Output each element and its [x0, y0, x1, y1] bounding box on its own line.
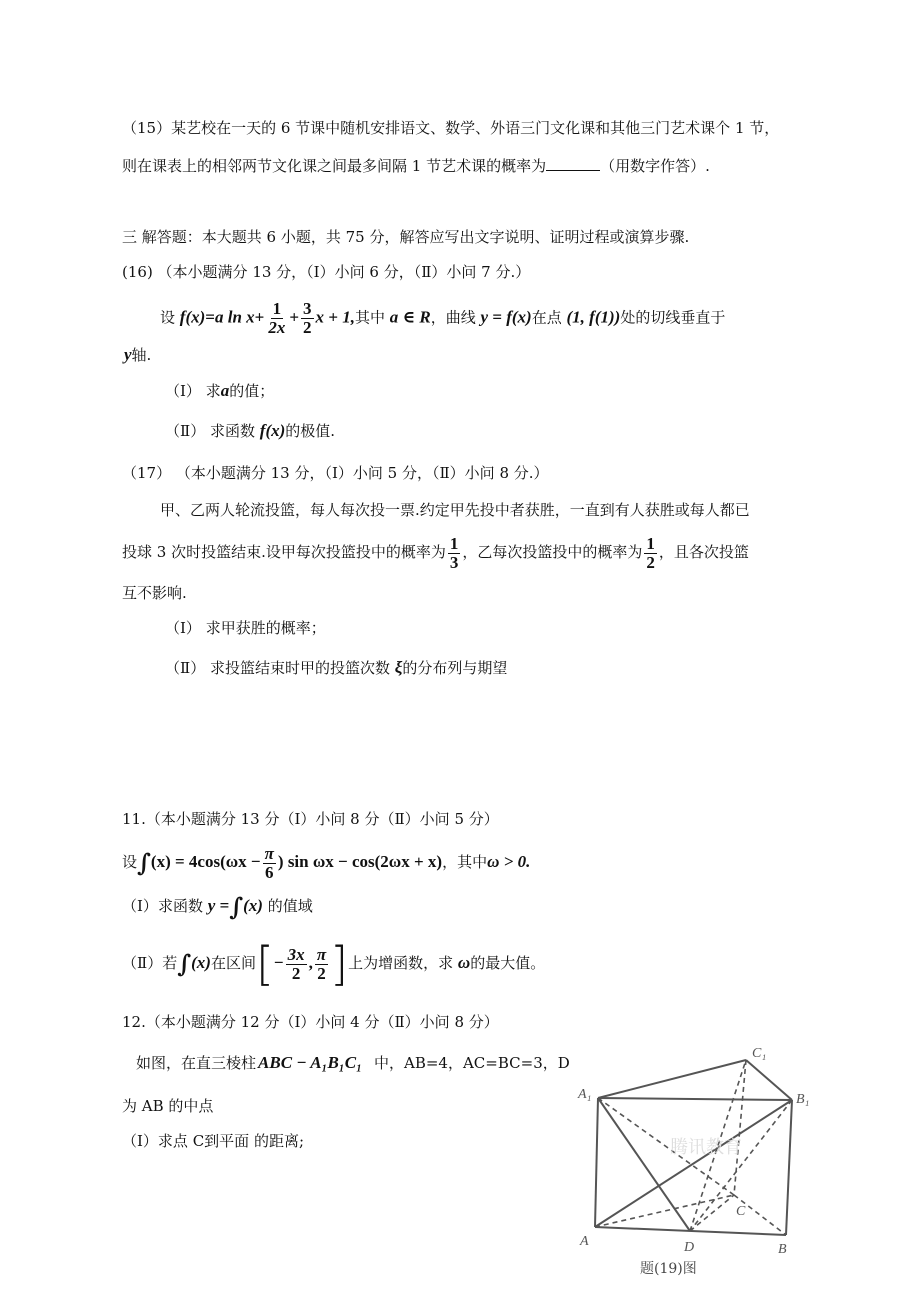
q17-line2	[122, 530, 749, 574]
edge-c1c	[734, 1060, 746, 1195]
q16-stem	[160, 300, 725, 337]
q16-at-point: 在点	[531, 308, 562, 327]
q11-header: 11.（本小题满分 13 分（Ⅰ）小问 8 分（Ⅱ）小问 5 分）	[122, 810, 499, 828]
q11-part2	[122, 938, 545, 989]
q12-line1-rest: 中，AB=4，AC=BC=3，D	[374, 1054, 570, 1072]
q11-omega-cond: ω > 0.	[487, 852, 531, 871]
edge-a1b1	[598, 1098, 792, 1100]
q16-frac2-num: 3	[303, 299, 312, 318]
prism-diagram	[560, 1035, 820, 1285]
q17-p2-num: 1	[646, 533, 655, 553]
q11-part1-x: (x)	[243, 896, 263, 915]
label-a: A	[580, 1234, 589, 1249]
q16-alnx: a ln x	[214, 307, 255, 327]
q11-stem-prefix: 设	[122, 853, 138, 871]
q12-prism: ABC − A₁B₁C₁	[258, 1053, 362, 1072]
q16-part1-text: 求	[205, 382, 221, 400]
figure-caption: 题(19)图	[640, 1261, 697, 1277]
q15-line2	[122, 156, 710, 176]
q16-part1	[165, 381, 274, 401]
q11-part1	[122, 892, 313, 921]
q16-frac2-den: 2	[303, 318, 312, 337]
q11-pi-num: π	[264, 843, 274, 863]
q16-frac2	[301, 300, 314, 337]
label-d: D	[684, 1240, 695, 1255]
q16-where: 其中	[354, 308, 385, 327]
edge-b1a	[595, 1100, 792, 1227]
q17-line2-end: ，且各次投篮	[658, 543, 749, 561]
q16-part1-suffix: 的值；	[229, 382, 275, 400]
label-b1: B₁	[796, 1092, 810, 1107]
q11-comma: ,	[308, 953, 313, 972]
q15-line2-suffix: （用数字作答）.	[600, 157, 710, 175]
q16-axis-text: 轴.	[131, 346, 152, 364]
q15-line2-text: 则在课表上的相邻两节文化课之间最多间隔 1 节艺术课的概率为	[122, 157, 547, 175]
q11-pi6-frac	[263, 845, 276, 882]
q16-part2-label: （Ⅱ）	[165, 422, 206, 440]
q11-part1-text: 求函数	[157, 897, 203, 915]
q17-part2-var: ξ	[394, 658, 403, 677]
q11-part1-label: （Ⅰ）	[122, 897, 158, 915]
label-b: B	[778, 1242, 787, 1257]
edge-a1d	[598, 1098, 690, 1231]
q11-stem	[122, 840, 530, 885]
q16-part2-suffix: 的极值.	[285, 422, 336, 440]
q16-frac1-num: 1	[272, 299, 282, 318]
q16-y-var: y	[124, 345, 132, 364]
q11-part2-interval-text: 在区间	[210, 954, 256, 972]
q11-part2-label: （Ⅱ）	[122, 954, 163, 972]
q11-left-den: 2	[291, 963, 301, 983]
q11-stem-rhs: ) sin ωx − cos(2ωx + x)	[277, 852, 443, 871]
q16-curve-text: ，曲线	[430, 308, 476, 327]
q16-a-in-r: a ∈ R	[389, 307, 431, 327]
q16-plus2: +	[289, 307, 300, 327]
q16-part2-func: f(x)	[259, 421, 286, 440]
q17-p1-den: 3	[449, 552, 459, 572]
q16-part2	[165, 421, 335, 441]
q11-right-frac	[315, 946, 328, 983]
q11-part2-suffix: 的最大值。	[470, 954, 546, 972]
q17-line3: 互不影响.	[122, 584, 187, 602]
q16-header: (16) （本小题满分 13 分，（Ⅰ）小问 6 分，（Ⅱ）小问 7 分.）	[122, 263, 531, 281]
q16-part1-var: a	[220, 381, 230, 400]
q12-header: 12.（本小题满分 12 分（Ⅰ）小问 4 分（Ⅱ）小问 8 分）	[122, 1013, 499, 1031]
q11-right-den: 2	[317, 963, 326, 983]
q11-part1-suffix: 的值域	[262, 897, 313, 915]
answer-blank	[546, 156, 600, 171]
q16-x1: x + 1,	[315, 307, 355, 327]
q12-line1	[136, 1053, 570, 1073]
q17-part2-label: （Ⅱ）	[165, 659, 206, 677]
edge-a1a	[595, 1098, 598, 1227]
q16-tangent-text: 处的切线垂直于	[620, 308, 726, 327]
q11-neg: −	[273, 953, 284, 972]
q17-p2-frac	[644, 535, 657, 572]
q11-int-symbol: ∫	[137, 848, 151, 877]
q17-header: （17） （本小题满分 13 分，（Ⅰ）小问 5 分，（Ⅱ）小问 8 分.）	[122, 464, 549, 482]
q16-part2-text: 求函数	[209, 422, 255, 440]
q11-rbracket: ]	[330, 937, 349, 991]
q16-stem-line2	[124, 345, 151, 365]
q11-part1-int: ∫	[229, 892, 244, 921]
label-c1: C₁	[752, 1046, 767, 1061]
q11-part1-y: y =	[207, 896, 230, 915]
q11-right-num: π	[316, 944, 327, 964]
q11-part2-text: 上为增函数，求	[348, 954, 454, 972]
q17-part2-text: 求投篮结束时甲的投篮次数	[209, 659, 390, 677]
q12-line1-text: 如图，在直三棱柱	[136, 1054, 257, 1072]
q17-part1-text: 求甲获胜的概率；	[205, 619, 326, 637]
edge-c1b1	[746, 1060, 792, 1100]
q12-part1: （Ⅰ）求点 C到平面 的距离;	[122, 1132, 304, 1150]
q11-lbracket: [	[255, 937, 274, 991]
q16-f-lhs: f(x)	[179, 307, 206, 327]
q16-part1-label: （Ⅰ）	[165, 382, 201, 400]
q17-part2-suffix: 的分布列与期望	[402, 659, 508, 677]
q11-left-frac	[286, 946, 307, 983]
q17-p1-num: 1	[449, 533, 459, 553]
prism-figure	[560, 1035, 820, 1285]
q17-part1-label: （Ⅰ）	[165, 619, 201, 637]
q11-left-num: 3x	[287, 944, 305, 964]
edge-a1c1	[598, 1060, 746, 1098]
q16-plus1: +	[254, 307, 265, 327]
label-c: C	[736, 1204, 746, 1219]
section-heading: 三 解答题：本大题共 6 小题，共 75 分，解答应写出文字说明、证明过程或演算步骤.	[122, 228, 690, 246]
q17-line2-text: 投球 3 次时投篮结束.设甲每次投篮投中的概率为	[122, 543, 446, 561]
q17-line1: 甲、乙两人轮流投篮，每人每次投一票.约定甲先投中者获胜，一直到有人获胜或每人都已	[160, 501, 750, 519]
q17-p1-frac	[448, 535, 461, 572]
watermark: 腾讯教育	[670, 1137, 742, 1157]
label-a1: A₁	[578, 1087, 592, 1102]
q17-part1	[165, 618, 326, 638]
q16-point: (1, f(1))	[566, 307, 621, 327]
q11-part2-int: ∫	[177, 949, 192, 978]
q16-curve-eq: y = f(x)	[480, 307, 532, 327]
q11-part2-if: 若	[162, 954, 178, 972]
q11-omega: ω	[457, 953, 471, 972]
q17-part2	[165, 658, 507, 678]
q11-pi-den: 6	[265, 862, 274, 882]
q16-eq: =	[205, 307, 215, 327]
q11-stem-suffix: ，其中	[442, 853, 488, 871]
q16-frac1	[266, 300, 287, 337]
edge-b1b	[786, 1100, 792, 1235]
q17-line2-mid: ，乙每次投篮投中的概率为	[462, 543, 643, 561]
q17-p2-den: 2	[646, 552, 655, 572]
q11-part2-x: (x)	[191, 953, 211, 972]
q11-stem-lhs: (x) = 4cos(ωx −	[150, 852, 261, 871]
q12-line2: 为 AB 的中点	[122, 1097, 214, 1115]
q16-frac1-den: 2x	[268, 318, 286, 337]
q16-stem-prefix: 设	[160, 308, 176, 327]
q15-line1: （15）某艺校在一天的 6 节课中随机安排语文、数学、外语三门文化课和其他三门艺术课个 1 节，	[122, 119, 780, 137]
edge-ac	[595, 1195, 734, 1227]
